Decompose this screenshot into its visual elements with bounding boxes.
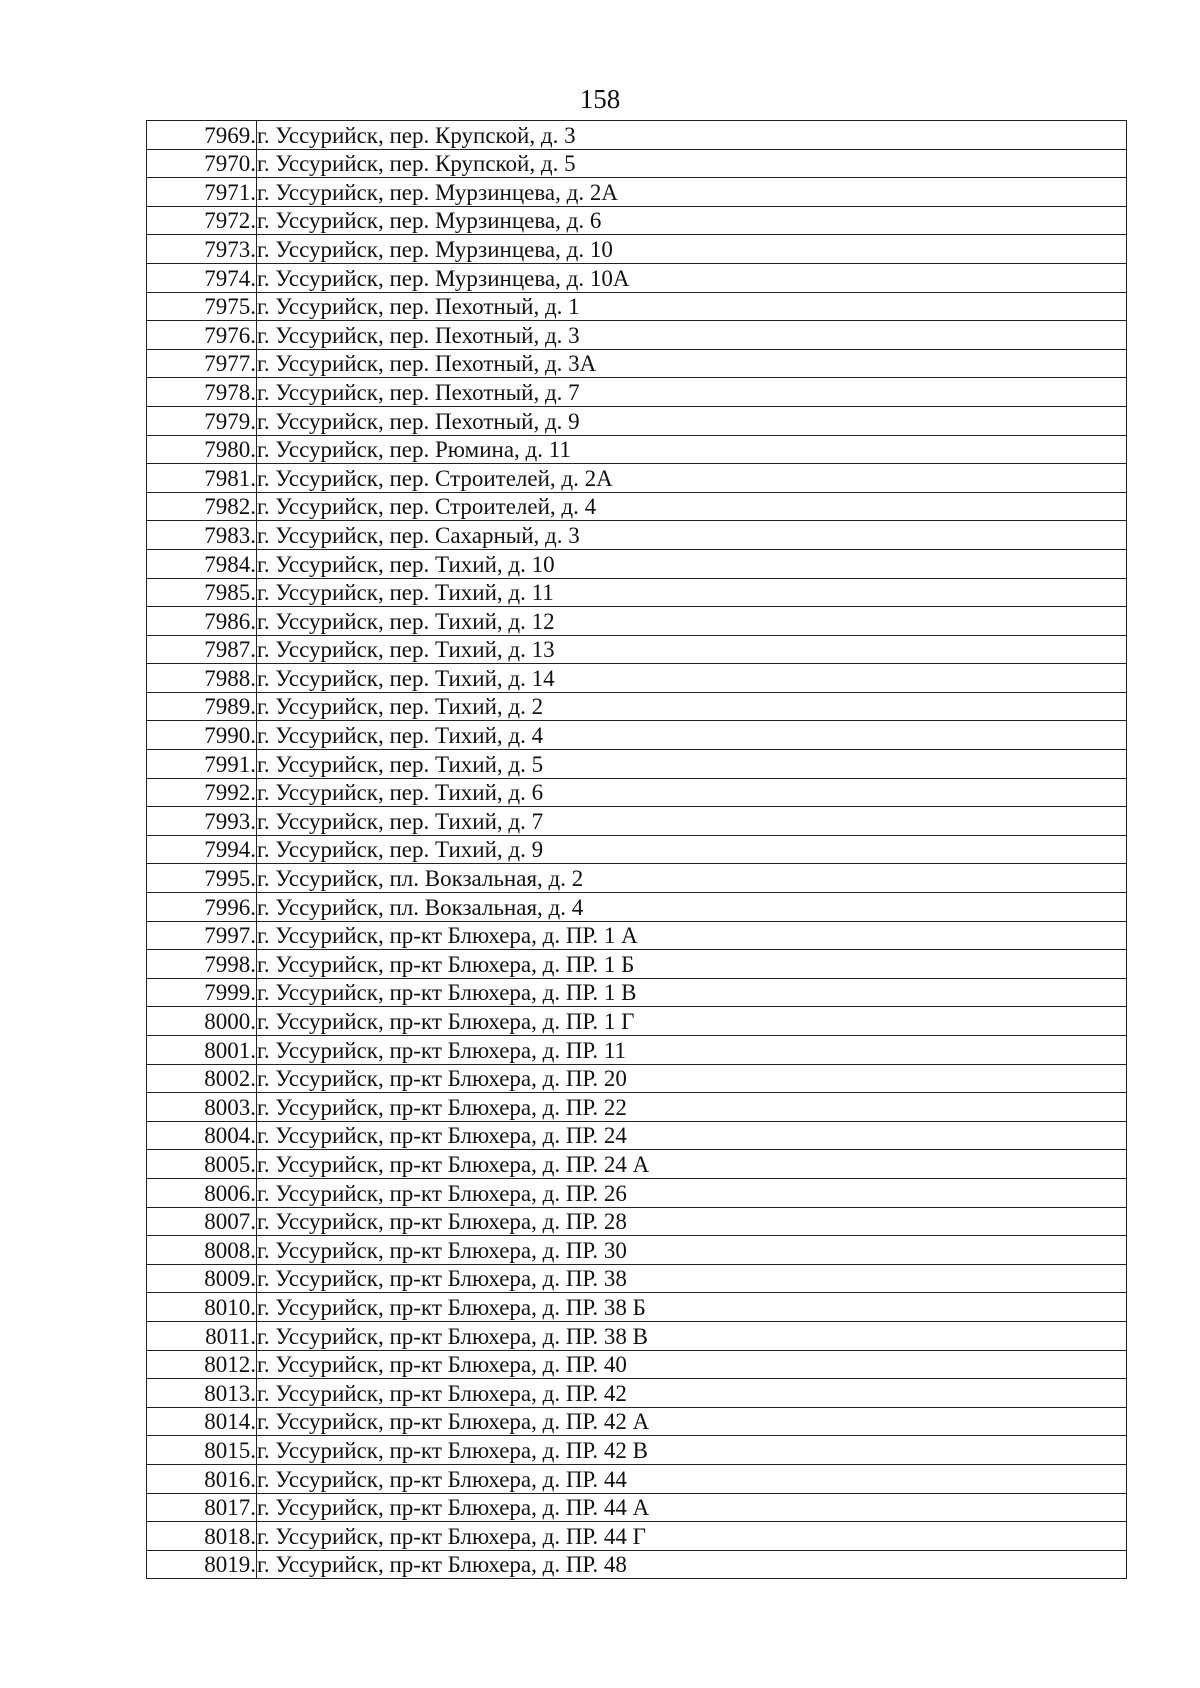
row-address: г. Уссурийск, пр-кт Блюхера, д. ПР. 1 А	[257, 921, 1127, 950]
row-number: 7973.	[147, 235, 257, 264]
table-row	[147, 1321, 1127, 1350]
row-address: г. Уссурийск, пер. Мурзинцева, д. 6	[257, 206, 1127, 235]
row-number: 7974.	[147, 263, 257, 292]
row-number: 8014.	[147, 1407, 257, 1436]
row-address: г. Уссурийск, пер. Крупской, д. 5	[257, 149, 1127, 178]
row-number: 7988.	[147, 664, 257, 693]
table-row	[147, 864, 1127, 893]
address-table-body	[147, 121, 1127, 1579]
row-address: г. Уссурийск, пл. Вокзальная, д. 4	[257, 893, 1127, 922]
table-row	[147, 492, 1127, 521]
table-row	[147, 149, 1127, 178]
row-number: 8006.	[147, 1178, 257, 1207]
row-address: г. Уссурийск, пр-кт Блюхера, д. ПР. 42 А	[257, 1407, 1127, 1436]
row-address: г. Уссурийск, пер. Пехотный, д. 7	[257, 378, 1127, 407]
row-address: г. Уссурийск, пер. Мурзинцева, д. 10	[257, 235, 1127, 264]
table-row	[147, 578, 1127, 607]
row-address: г. Уссурийск, пр-кт Блюхера, д. ПР. 42	[257, 1379, 1127, 1408]
row-number: 7995.	[147, 864, 257, 893]
row-number: 7992.	[147, 778, 257, 807]
row-address: г. Уссурийск, пер. Тихий, д. 5	[257, 750, 1127, 779]
table-row	[147, 178, 1127, 207]
table-row	[147, 549, 1127, 578]
row-address: г. Уссурийск, пер. Тихий, д. 7	[257, 807, 1127, 836]
table-row	[147, 1464, 1127, 1493]
row-address: г. Уссурийск, пр-кт Блюхера, д. ПР. 30	[257, 1236, 1127, 1265]
row-address: г. Уссурийск, пер. Тихий, д. 10	[257, 549, 1127, 578]
table-row	[147, 121, 1127, 150]
row-address: г. Уссурийск, пер. Тихий, д. 13	[257, 635, 1127, 664]
row-number: 7979.	[147, 406, 257, 435]
row-number: 7984.	[147, 549, 257, 578]
table-row	[147, 206, 1127, 235]
table-row	[147, 292, 1127, 321]
table-row	[147, 635, 1127, 664]
row-number: 8010.	[147, 1293, 257, 1322]
row-number: 7985.	[147, 578, 257, 607]
table-row	[147, 521, 1127, 550]
row-number: 8007.	[147, 1207, 257, 1236]
row-address: г. Уссурийск, пр-кт Блюхера, д. ПР. 38	[257, 1264, 1127, 1293]
row-number: 7983.	[147, 521, 257, 550]
table-row	[147, 607, 1127, 636]
row-address: г. Уссурийск, пер. Тихий, д. 4	[257, 721, 1127, 750]
row-address: г. Уссурийск, пр-кт Блюхера, д. ПР. 48	[257, 1550, 1127, 1579]
table-row	[147, 321, 1127, 350]
table-row	[147, 1522, 1127, 1551]
table-row	[147, 1121, 1127, 1150]
row-address: г. Уссурийск, пер. Мурзинцева, д. 10А	[257, 263, 1127, 292]
table-row	[147, 1064, 1127, 1093]
row-number: 7971.	[147, 178, 257, 207]
row-address: г. Уссурийск, пер. Крупской, д. 3	[257, 121, 1127, 150]
table-row	[147, 1178, 1127, 1207]
row-address: г. Уссурийск, пр-кт Блюхера, д. ПР. 1 В	[257, 978, 1127, 1007]
row-address: г. Уссурийск, пер. Тихий, д. 14	[257, 664, 1127, 693]
address-table	[146, 120, 1127, 1579]
row-number: 8003.	[147, 1093, 257, 1122]
row-number: 7999.	[147, 978, 257, 1007]
table-row	[147, 1293, 1127, 1322]
row-number: 7991.	[147, 750, 257, 779]
row-number: 7982.	[147, 492, 257, 521]
row-address: г. Уссурийск, пр-кт Блюхера, д. ПР. 44 А	[257, 1493, 1127, 1522]
row-number: 8004.	[147, 1121, 257, 1150]
row-address: г. Уссурийск, пр-кт Блюхера, д. ПР. 24	[257, 1121, 1127, 1150]
row-address: г. Уссурийск, пер. Пехотный, д. 1	[257, 292, 1127, 321]
row-address: г. Уссурийск, пр-кт Блюхера, д. ПР. 24 А	[257, 1150, 1127, 1179]
row-number: 8005.	[147, 1150, 257, 1179]
page-number: 158	[579, 84, 621, 114]
row-address: г. Уссурийск, пл. Вокзальная, д. 2	[257, 864, 1127, 893]
row-number: 7977.	[147, 349, 257, 378]
row-number: 7996.	[147, 893, 257, 922]
table-row	[147, 378, 1127, 407]
row-address: г. Уссурийск, пр-кт Блюхера, д. ПР. 22	[257, 1093, 1127, 1122]
row-address: г. Уссурийск, пер. Мурзинцева, д. 2А	[257, 178, 1127, 207]
row-address: г. Уссурийск, пер. Тихий, д. 9	[257, 835, 1127, 864]
row-number: 8000.	[147, 1007, 257, 1036]
row-number: 8012.	[147, 1350, 257, 1379]
table-row	[147, 750, 1127, 779]
row-number: 7986.	[147, 607, 257, 636]
row-number: 8015.	[147, 1436, 257, 1465]
table-row	[147, 1207, 1127, 1236]
row-number: 8008.	[147, 1236, 257, 1265]
row-number: 8018.	[147, 1522, 257, 1551]
row-address: г. Уссурийск, пр-кт Блюхера, д. ПР. 44 Г	[257, 1522, 1127, 1551]
row-address: г. Уссурийск, пер. Рюмина, д. 11	[257, 435, 1127, 464]
table-row	[147, 835, 1127, 864]
table-row	[147, 1093, 1127, 1122]
table-row	[147, 921, 1127, 950]
row-number: 7990.	[147, 721, 257, 750]
table-row	[147, 978, 1127, 1007]
table-row	[147, 1264, 1127, 1293]
table-row	[147, 406, 1127, 435]
table-row	[147, 807, 1127, 836]
row-number: 7987.	[147, 635, 257, 664]
row-address: г. Уссурийск, пр-кт Блюхера, д. ПР. 26	[257, 1178, 1127, 1207]
row-address: г. Уссурийск, пр-кт Блюхера, д. ПР. 20	[257, 1064, 1127, 1093]
row-address: г. Уссурийск, пер. Пехотный, д. 3	[257, 321, 1127, 350]
row-address: г. Уссурийск, пер. Тихий, д. 6	[257, 778, 1127, 807]
row-number: 8009.	[147, 1264, 257, 1293]
table-row	[147, 1236, 1127, 1265]
row-address: г. Уссурийск, пер. Тихий, д. 11	[257, 578, 1127, 607]
row-number: 7975.	[147, 292, 257, 321]
row-number: 7978.	[147, 378, 257, 407]
table-row	[147, 349, 1127, 378]
row-address: г. Уссурийск, пр-кт Блюхера, д. ПР. 38 Б	[257, 1293, 1127, 1322]
row-address: г. Уссурийск, пр-кт Блюхера, д. ПР. 1 Б	[257, 950, 1127, 979]
table-row	[147, 1379, 1127, 1408]
table-row	[147, 435, 1127, 464]
table-row	[147, 1350, 1127, 1379]
row-address: г. Уссурийск, пр-кт Блюхера, д. ПР. 38 В	[257, 1321, 1127, 1350]
row-address: г. Уссурийск, пр-кт Блюхера, д. ПР. 28	[257, 1207, 1127, 1236]
table-row	[147, 235, 1127, 264]
row-address: г. Уссурийск, пр-кт Блюхера, д. ПР. 40	[257, 1350, 1127, 1379]
table-row	[147, 464, 1127, 493]
row-number: 8011.	[147, 1321, 257, 1350]
table-row	[147, 1036, 1127, 1065]
table-row	[147, 692, 1127, 721]
table-row	[147, 1493, 1127, 1522]
row-number: 8019.	[147, 1550, 257, 1579]
row-number: 7998.	[147, 950, 257, 979]
table-row	[147, 1007, 1127, 1036]
row-number: 8017.	[147, 1493, 257, 1522]
row-address: г. Уссурийск, пер. Сахарный, д. 3	[257, 521, 1127, 550]
row-number: 7993.	[147, 807, 257, 836]
row-address: г. Уссурийск, пер. Пехотный, д. 3А	[257, 349, 1127, 378]
table-row	[147, 263, 1127, 292]
table-row	[147, 1150, 1127, 1179]
row-address: г. Уссурийск, пр-кт Блюхера, д. ПР. 11	[257, 1036, 1127, 1065]
row-number: 7972.	[147, 206, 257, 235]
row-address: г. Уссурийск, пр-кт Блюхера, д. ПР. 42 В	[257, 1436, 1127, 1465]
row-number: 7976.	[147, 321, 257, 350]
row-number: 8001.	[147, 1036, 257, 1065]
row-address: г. Уссурийск, пер. Пехотный, д. 9	[257, 406, 1127, 435]
row-address: г. Уссурийск, пер. Тихий, д. 12	[257, 607, 1127, 636]
row-number: 7981.	[147, 464, 257, 493]
table-row	[147, 1550, 1127, 1579]
table-row	[147, 778, 1127, 807]
row-address: г. Уссурийск, пер. Тихий, д. 2	[257, 692, 1127, 721]
row-number: 7980.	[147, 435, 257, 464]
row-number: 7970.	[147, 149, 257, 178]
table-row	[147, 721, 1127, 750]
row-number: 8013.	[147, 1379, 257, 1408]
row-number: 7997.	[147, 921, 257, 950]
table-row	[147, 893, 1127, 922]
row-number: 8002.	[147, 1064, 257, 1093]
row-address: г. Уссурийск, пр-кт Блюхера, д. ПР. 44	[257, 1464, 1127, 1493]
table-row	[147, 1436, 1127, 1465]
row-number: 7989.	[147, 692, 257, 721]
table-row	[147, 1407, 1127, 1436]
row-address: г. Уссурийск, пер. Строителей, д. 2А	[257, 464, 1127, 493]
table-row	[147, 950, 1127, 979]
row-number: 7994.	[147, 835, 257, 864]
row-address: г. Уссурийск, пер. Строителей, д. 4	[257, 492, 1127, 521]
table-row	[147, 664, 1127, 693]
row-number: 7969.	[147, 121, 257, 150]
row-address: г. Уссурийск, пр-кт Блюхера, д. ПР. 1 Г	[257, 1007, 1127, 1036]
row-number: 8016.	[147, 1464, 257, 1493]
